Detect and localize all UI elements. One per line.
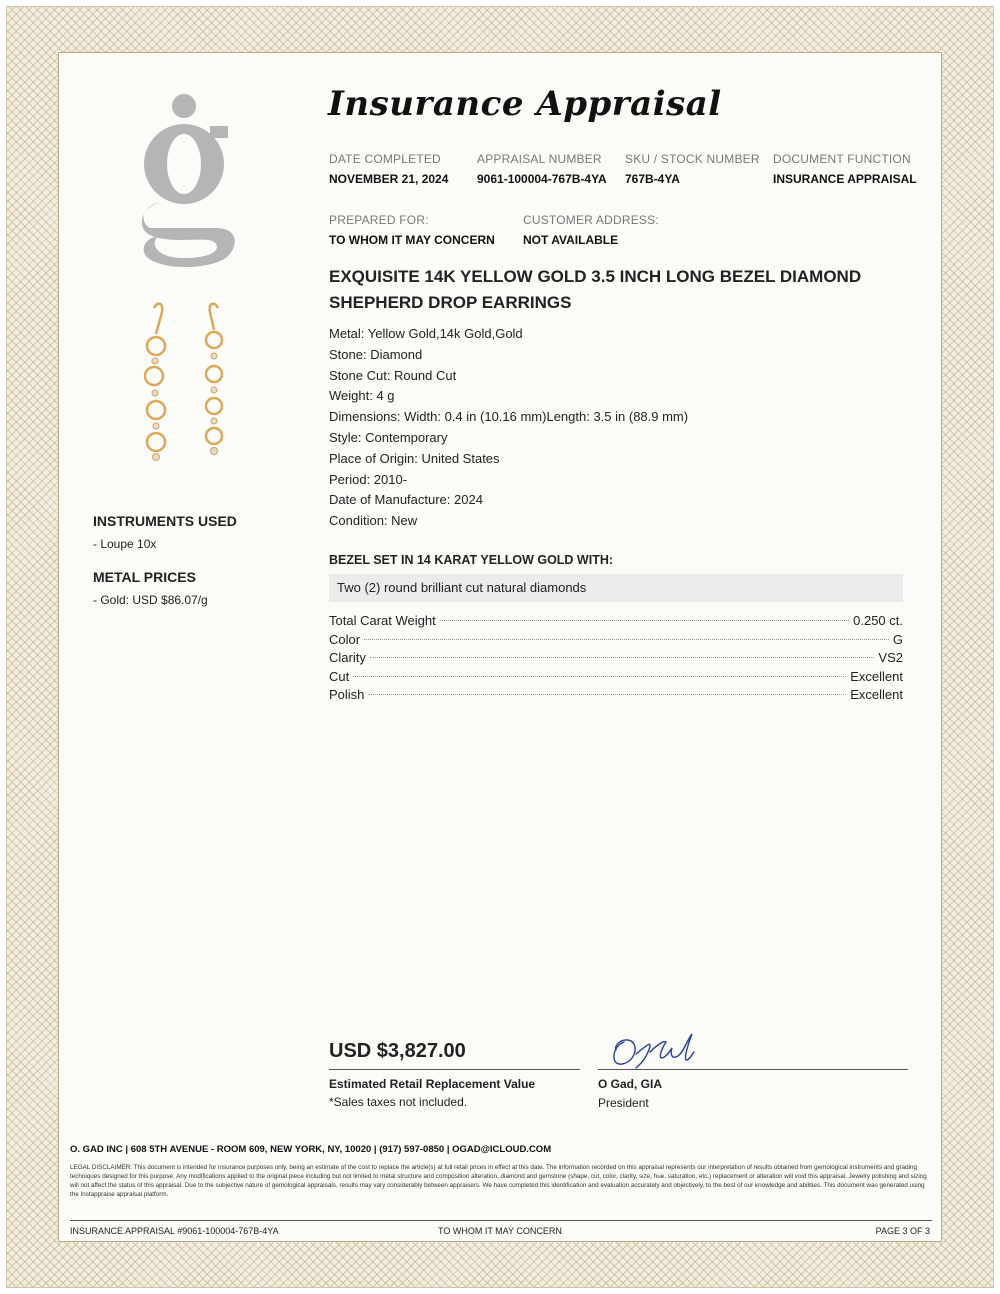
signature (606, 1032, 706, 1077)
grade-row (329, 631, 903, 650)
footer-recipient: TO WHOM IT MAY CONCERN (438, 1226, 562, 1236)
spec-line: Period: 2010- (329, 471, 408, 487)
stone-description: Two (2) round brilliant cut natural diamonds (329, 574, 903, 602)
sku-number (625, 152, 760, 186)
instruments-heading: INSTRUMENTS USED (93, 513, 237, 529)
price-label: Estimated Retail Replacement Value (329, 1077, 536, 1091)
grade-row (329, 686, 903, 705)
brand-logo-mark (120, 86, 260, 276)
grade-value: Excellent (850, 668, 903, 684)
meta-value: 9061-100004-767B-4YA (477, 172, 607, 186)
spec-line: Condition: New (329, 513, 418, 529)
spec-line: Place of Origin: United States (329, 450, 500, 466)
grade-value: 0.250 ct. (853, 613, 903, 628)
grade-label: Cut (329, 668, 350, 684)
signature-rule (598, 1069, 908, 1070)
product-title-line: EXQUISITE 14K YELLOW GOLD 3.5 INCH LONG BEZEL DIAMOND (329, 267, 862, 286)
footer-rule (70, 1220, 932, 1221)
footer-page-number: PAGE 3 OF 3 (875, 1226, 930, 1236)
date-completed (329, 152, 448, 186)
leader-dots (370, 657, 875, 658)
meta-label: APPRAISAL NUMBER (477, 152, 602, 166)
signer-name: O Gad, GIA (598, 1077, 663, 1091)
metal-prices-section (93, 569, 208, 607)
grade-label: Clarity (329, 650, 366, 665)
grade-row (329, 668, 903, 687)
prepared-for (329, 213, 495, 247)
grade-label: Polish (329, 687, 365, 702)
meta-value: TO WHOM IT MAY CONCERN (329, 233, 495, 247)
product-specs (329, 324, 688, 532)
leader-dots (440, 620, 849, 621)
meta-label: DATE COMPLETED (329, 152, 441, 166)
legal-disclaimer: LEGAL DISCLAIMER: This document is intended for insurance purposes only, being an estimate of the cost to replace the article(s) at full retail prices in effect at this date. The information recorded on this appraisal represents our interpretation of results obtained from gemological instruments and grading techniques designed for this purpose. Any modifications applied to the original piece including but not limited to metal structure and composition alteration, diamond and gemstone (shape, cut, color, clarity, size, hue, saturation, etc.) replacement or alteration will void this appraisal. Jewelry polishing and sizing will not affect the status of this appraisal. Due to the subjective nature of gemological appraisals, results may vary considerably between appraisers. We have completed this identification and evaluation accurately and objectively, to the best of our knowledge and abilities. This document was generated using the Instappraise appraisal platform. (70, 1164, 927, 1198)
grade-row (329, 649, 903, 668)
grade-value: G (892, 631, 903, 647)
meta-label: DOCUMENT FUNCTION (773, 152, 911, 166)
document-function (773, 152, 917, 186)
meta-label: PREPARED FOR: (329, 213, 429, 227)
spec-line: Stone: Diamond (329, 346, 423, 362)
meta-value: INSURANCE APPRAISAL (773, 172, 917, 186)
product-image (134, 300, 244, 480)
brand-logo (120, 86, 260, 281)
signer-title: President (598, 1096, 649, 1110)
meta-label: CUSTOMER ADDRESS: (523, 213, 659, 227)
grade-value: VS2 (878, 650, 903, 665)
spec-line: Dimensions: Width: 0.4 in (10.16 mm)Length: 3.5 in (88.9 mm) (329, 409, 689, 425)
grade-label: Color (329, 631, 361, 647)
signature-mark (606, 1032, 706, 1072)
earrings-illustration (134, 300, 244, 475)
leader-dots (353, 676, 846, 677)
leader-dots (368, 694, 846, 695)
instruments-section (93, 513, 237, 551)
appraisal-number (477, 152, 607, 186)
bezel-heading: BEZEL SET IN 14 KARAT YELLOW GOLD WITH: (329, 553, 614, 567)
product-title (329, 264, 909, 316)
metal-price-item: - Gold: USD $86.07/g (93, 593, 208, 607)
meta-value: NOVEMBER 21, 2024 (329, 172, 449, 186)
meta-value: 767B-4YA (625, 172, 680, 186)
grade-row (329, 612, 903, 631)
leader-dots (364, 639, 889, 640)
customer-address (523, 213, 659, 247)
footer-appraisal-id: INSURANCE APPRAISAL #9061-100004-767B-4YA (70, 1226, 279, 1236)
meta-label: SKU / STOCK NUMBER (625, 152, 760, 166)
spec-line: Style: Contemporary (329, 429, 448, 445)
metal-prices-heading: METAL PRICES (93, 569, 196, 585)
grade-label: Total Carat Weight (329, 613, 436, 628)
meta-value: NOT AVAILABLE (523, 233, 619, 247)
spec-line: Metal: Yellow Gold,14k Gold,Gold (329, 326, 523, 341)
spec-line: Weight: 4 g (329, 388, 395, 404)
product-title-line: SHEPHERD DROP EARRINGS (329, 293, 572, 312)
price-note: *Sales taxes not included. (329, 1095, 468, 1109)
grades-table (329, 612, 903, 705)
company-info: O. GAD INC | 608 5TH AVENUE - ROOM 609, NEW YORK, NY, 10020 | (917) 597-0850 | OGAD@ICLOUD.COM (70, 1144, 552, 1155)
instrument-item: - Loupe 10x (93, 537, 157, 551)
appraised-price: USD $3,827.00 (329, 1040, 466, 1062)
document-title: Insurance Appraisal (328, 84, 722, 124)
spec-line: Stone Cut: Round Cut (329, 367, 457, 383)
price-rule (329, 1069, 580, 1070)
spec-line: Date of Manufacture: 2024 (329, 492, 483, 508)
grade-value: Excellent (850, 687, 903, 702)
